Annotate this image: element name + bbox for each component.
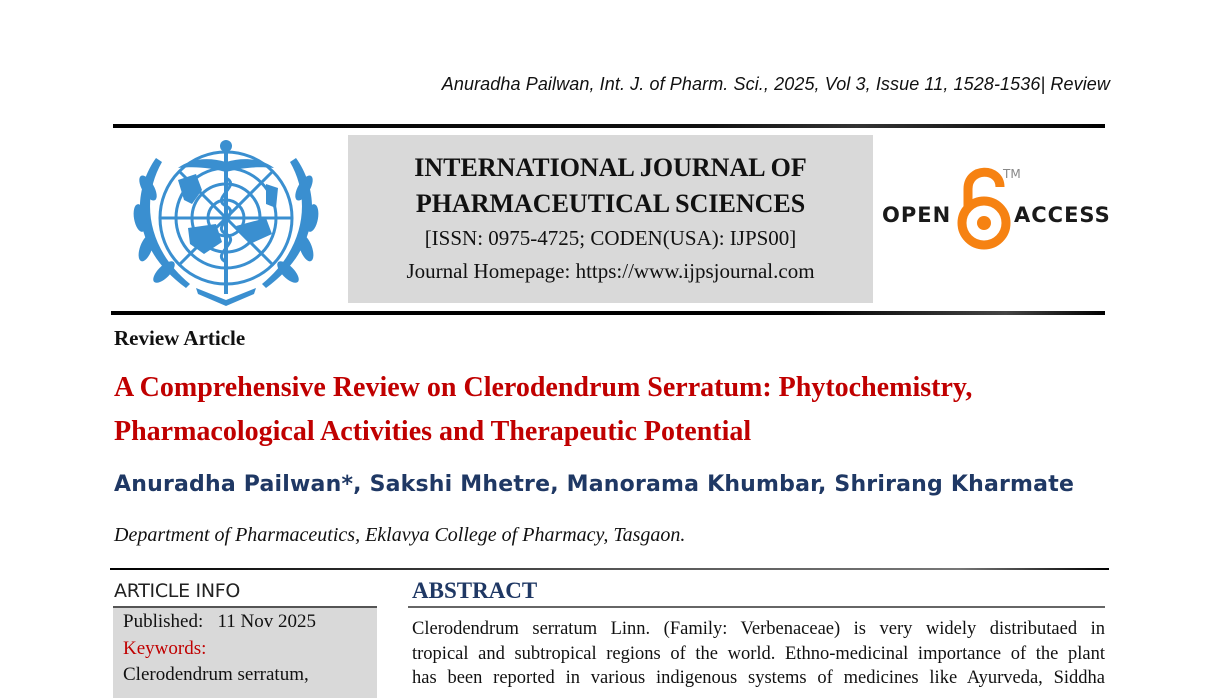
abstract-rule xyxy=(408,606,1105,608)
abstract-line: tropical and subtropical regions of the world. Ethno-medicinal importance of the plant xyxy=(412,643,1105,664)
author-list: Anuradha Pailwan*, Sakshi Mhetre, Manorama Khumbar, Shrirang Kharmate xyxy=(114,472,1075,497)
abstract-line: has been reported in various indigenous systems of medicines like Ayurveda, Siddha xyxy=(412,668,1105,688)
trademark-symbol: TM xyxy=(1003,167,1021,181)
paper-title-line2: Pharmacological Activities and Therapeutic Potential xyxy=(114,416,752,447)
published-label: Published: xyxy=(123,611,204,632)
section-separator-rule xyxy=(110,568,1109,570)
paper-title-line1: A Comprehensive Review on Clerodendrum Serratum: Phytochemistry, xyxy=(114,372,973,403)
article-info-heading: ARTICLE INFO xyxy=(114,580,241,602)
article-type-label: Review Article xyxy=(114,326,246,350)
masthead-bottom-rule xyxy=(111,311,1105,315)
journal-title-line1: INTERNATIONAL JOURNAL OF xyxy=(414,153,807,182)
abstract-line: Clerodendrum serratum Linn. (Family: Verbenaceae) is very widely distributaed in xyxy=(412,619,1105,639)
caduceus-globe-emblem-icon xyxy=(126,138,326,306)
article-info-box xyxy=(113,608,377,698)
masthead-top-rule xyxy=(113,124,1105,128)
abstract-heading: ABSTRACT xyxy=(412,578,538,603)
open-access-word-access: ACCESS xyxy=(1014,203,1111,227)
keyword-item: Clerodendrum serratum, xyxy=(123,664,309,685)
author-affiliation: Department of Pharmaceutics, Eklavya College of Pharmacy, Tasgaon. xyxy=(114,524,686,546)
published-row xyxy=(123,611,316,633)
open-access-logo xyxy=(880,165,1110,255)
journal-masthead-box xyxy=(348,135,873,303)
issn-coden: [ISSN: 0975-4725; CODEN(USA): IJPS00] xyxy=(424,226,797,250)
journal-homepage[interactable]: Journal Homepage: https://www.ijpsjournal.com xyxy=(406,259,815,283)
running-header: Anuradha Pailwan, Int. J. of Pharm. Sci., 2025, Vol 3, Issue 11, 1528-1536| Review xyxy=(441,74,1110,94)
published-date: 11 Nov 2025 xyxy=(217,611,317,632)
abstract-body xyxy=(412,617,1105,691)
journal-title-line2: PHARMACEUTICAL SCIENCES xyxy=(415,189,806,218)
journal-emblem-logo xyxy=(126,138,326,306)
keywords-label: Keywords: xyxy=(123,638,207,659)
open-access-word-open: OPEN xyxy=(882,203,952,227)
paper-title xyxy=(114,366,1114,454)
